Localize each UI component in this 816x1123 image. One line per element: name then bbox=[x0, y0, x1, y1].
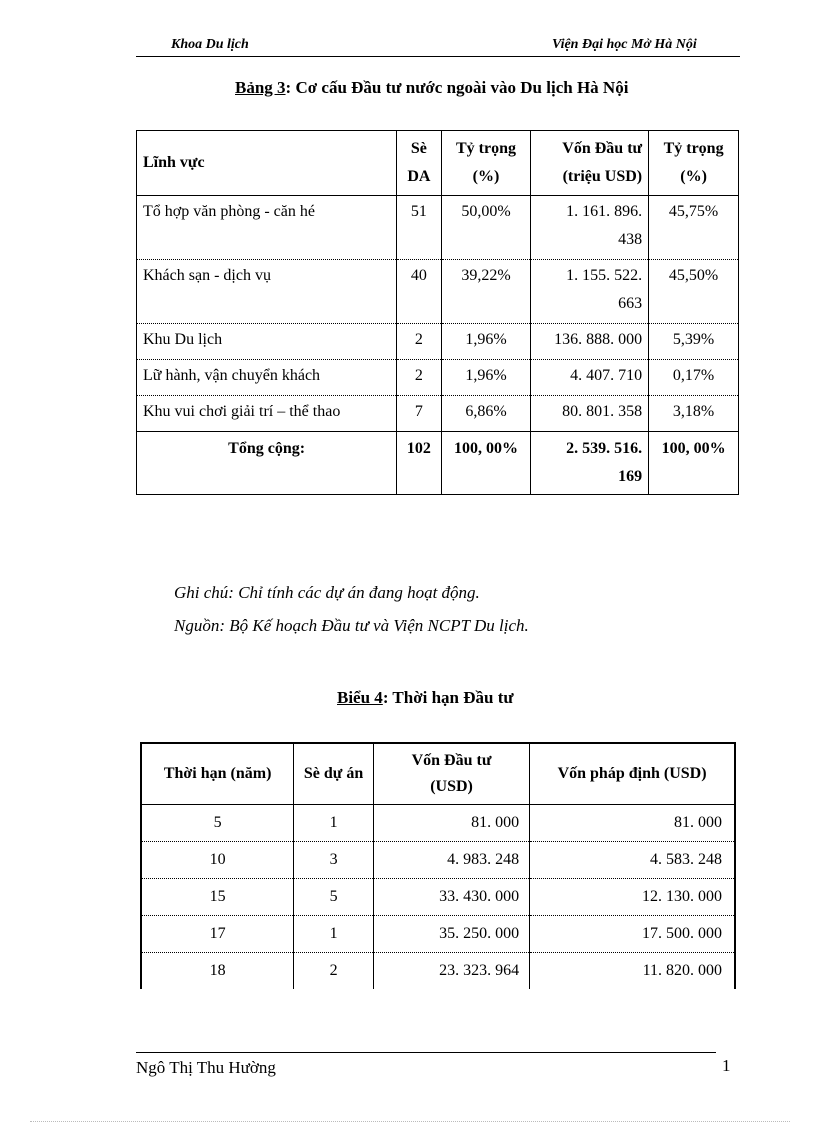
cell-share: 1,96% bbox=[441, 360, 531, 396]
table-row bbox=[137, 360, 739, 396]
header-count-l1: Sè bbox=[410, 140, 427, 157]
header-capital-l1: Vốn Đầu tư bbox=[562, 140, 643, 157]
cell-field: Khu vui chơi giải trí – thể thao bbox=[137, 396, 397, 432]
cell-field: Lữ hành, vận chuyển khách bbox=[137, 360, 397, 396]
cell-capital: 35. 250. 000 bbox=[373, 916, 529, 953]
table-row bbox=[137, 396, 739, 432]
cell-capital: 4. 407. 710 bbox=[531, 360, 649, 396]
header-share bbox=[441, 131, 531, 196]
table-row bbox=[141, 916, 735, 953]
table1-caption bbox=[235, 78, 628, 98]
cell-term: 10 bbox=[141, 842, 294, 879]
source-text: Nguồn: Bộ Kế hoạch Đầu tư và Viện NCPT Du lịch. bbox=[174, 616, 529, 635]
header-share2-l2: (%) bbox=[680, 168, 707, 185]
cell-capital-l1: 1. 161. 896. bbox=[566, 203, 643, 220]
cell-capital bbox=[531, 260, 649, 324]
table2-header-row bbox=[141, 743, 735, 805]
cell-share: 39,22% bbox=[441, 260, 531, 324]
header-capital-usd-l1: Vốn Đầu tư bbox=[411, 752, 492, 769]
header-legal-capital: Vốn pháp định (USD) bbox=[530, 743, 735, 805]
table-row bbox=[141, 842, 735, 879]
cell-capital: 80. 801. 358 bbox=[531, 396, 649, 432]
table2-caption-label: Biểu 4 bbox=[337, 688, 383, 707]
cell-capital-l2: 438 bbox=[618, 231, 643, 248]
header-field: Lĩnh vực bbox=[137, 131, 397, 196]
table2-caption bbox=[337, 688, 514, 708]
investment-structure-table bbox=[136, 130, 739, 495]
cell-projects: 1 bbox=[294, 805, 374, 842]
cell-share: 6,86% bbox=[441, 396, 531, 432]
cell-share2: 5,39% bbox=[649, 324, 739, 360]
header-share-l1: Tỷ trọng bbox=[456, 140, 516, 157]
header-share-l2: (%) bbox=[472, 168, 500, 185]
table2-caption-text: : Thời hạn Đầu tư bbox=[382, 688, 514, 707]
total-capital bbox=[531, 432, 649, 495]
table-row bbox=[141, 879, 735, 916]
table-row bbox=[141, 953, 735, 990]
header-count bbox=[397, 131, 441, 196]
total-capital-l2: 169 bbox=[618, 468, 643, 485]
header-count-l2: DA bbox=[407, 168, 431, 185]
cell-legal: 81. 000 bbox=[530, 805, 735, 842]
cell-capital: 81. 000 bbox=[373, 805, 529, 842]
total-capital-l1: 2. 539. 516. bbox=[566, 440, 643, 457]
cell-legal: 11. 820. 000 bbox=[642, 962, 722, 979]
cell-legal: 12. 130. 000 bbox=[530, 879, 735, 916]
cell-count: 7 bbox=[397, 396, 441, 432]
cell-count: 40 bbox=[397, 260, 441, 324]
table-row bbox=[137, 196, 739, 260]
table-total-row bbox=[137, 432, 739, 495]
page-bottom-divider bbox=[30, 1121, 790, 1122]
header-capital-l2: (triệu USD) bbox=[562, 168, 643, 185]
investment-term-table bbox=[140, 742, 736, 989]
header-institute: Viện Đại học Mở Hà Nội bbox=[552, 37, 697, 52]
cell-projects: 5 bbox=[294, 879, 374, 916]
header-capital-usd bbox=[373, 743, 529, 805]
table1-header-row bbox=[137, 131, 739, 196]
table1-caption-text: : Cơ cấu Đầu tư nước ngoài vào Du lịch Hà Nội bbox=[285, 78, 629, 97]
header-capital-usd-l2: (USD) bbox=[430, 778, 473, 795]
cell-projects: 3 bbox=[294, 842, 374, 879]
cell-field: Tổ hợp văn phòng - căn hé bbox=[137, 196, 397, 260]
header-projects: Sè dự án bbox=[294, 743, 374, 805]
footer-author: Ngô Thị Thu Hường bbox=[136, 1058, 276, 1077]
cell-share2: 3,18% bbox=[649, 396, 739, 432]
cell-legal: 17. 500. 000 bbox=[530, 916, 735, 953]
cell-count: 51 bbox=[397, 196, 441, 260]
cell-share: 1,96% bbox=[441, 324, 531, 360]
header-divider bbox=[136, 56, 740, 57]
cell-projects: 1 bbox=[294, 916, 374, 953]
cell-capital: 136. 888. 000 bbox=[531, 324, 649, 360]
page-number: 1 bbox=[722, 1056, 731, 1075]
note-text: Ghi chú: Chỉ tính các dự án đang hoạt động. bbox=[174, 583, 480, 602]
cell-capital-l2: 663 bbox=[618, 295, 643, 312]
cell-capital-l1: 1. 155. 522. bbox=[566, 267, 643, 284]
table1-caption-label: Bảng 3 bbox=[235, 78, 286, 97]
total-share: 100, 00% bbox=[441, 432, 531, 495]
table-row bbox=[137, 324, 739, 360]
header-term: Thời hạn (năm) bbox=[141, 743, 294, 805]
cell-capital: 33. 430. 000 bbox=[373, 879, 529, 916]
header-faculty: Khoa Du lịch bbox=[171, 37, 249, 52]
cell-count: 2 bbox=[397, 360, 441, 396]
total-count: 102 bbox=[397, 432, 441, 495]
cell-capital: 4. 983. 248 bbox=[373, 842, 529, 879]
cell-term: 17 bbox=[141, 916, 294, 953]
cell-field: Khu Du lịch bbox=[137, 324, 397, 360]
table-row bbox=[137, 260, 739, 324]
cell-share2: 0,17% bbox=[649, 360, 739, 396]
cell-legal: 4. 583. 248 bbox=[530, 842, 735, 879]
cell-projects: 2 bbox=[294, 953, 374, 990]
header-capital bbox=[531, 131, 649, 196]
cell-term: 5 bbox=[141, 805, 294, 842]
table-row bbox=[141, 805, 735, 842]
header-share2 bbox=[649, 131, 739, 196]
total-label: Tổng cộng: bbox=[137, 432, 397, 495]
header-share2-l1: Tỷ trọng bbox=[663, 140, 724, 157]
cell-share: 50,00% bbox=[441, 196, 531, 260]
cell-share2: 45,75% bbox=[649, 196, 739, 260]
total-share2: 100, 00% bbox=[649, 432, 739, 495]
cell-term: 18 bbox=[141, 953, 294, 990]
cell-capital: 23. 323. 964 bbox=[373, 953, 529, 990]
cell-term: 15 bbox=[141, 879, 294, 916]
cell-share2: 45,50% bbox=[649, 260, 739, 324]
footer-divider bbox=[136, 1052, 716, 1053]
cell-field: Khách sạn - dịch vụ bbox=[137, 260, 397, 324]
cell-capital bbox=[531, 196, 649, 260]
cell-count: 2 bbox=[397, 324, 441, 360]
